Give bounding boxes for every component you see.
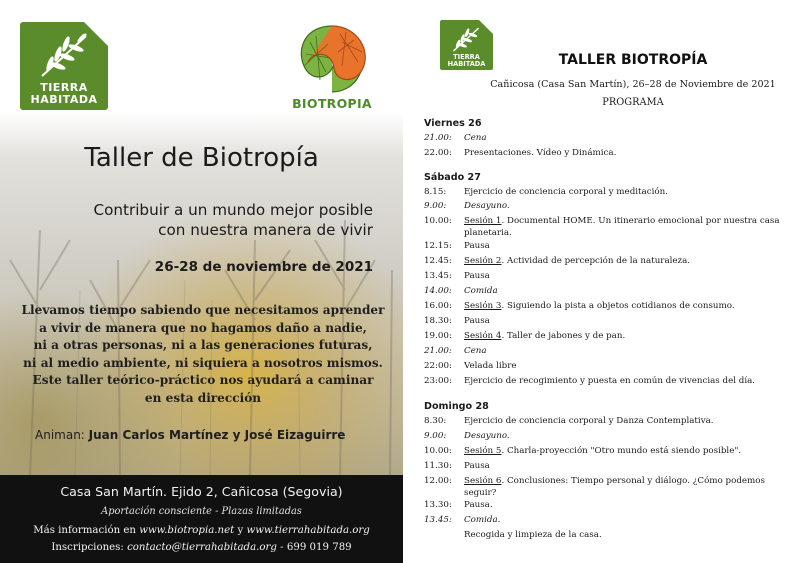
poster-intro-text: Llevamos tiempo sabiendo que necesitamos aprender a vivir de manera que no hagamos daño a nadie, ni a otras personas, ni a las generaciones futuras, ni al medio ambiente, ni siquiera a nosotros mismos. Este taller teórico-práctico nos ayudará a caminar en esta dirección bbox=[21, 303, 385, 405]
schedule-row: 9.00: Desayuno. bbox=[424, 201, 510, 211]
session-label: Sesión 6 bbox=[464, 476, 502, 486]
schedule-row: 21.00: Cena bbox=[424, 133, 487, 143]
session-label: Sesión 2 bbox=[464, 256, 502, 266]
schedule-row: 11.30: Pausa bbox=[424, 461, 490, 471]
schedule-row: 21.00: Cena bbox=[424, 346, 487, 356]
schedule-row: 19.00: Sesión 4. Taller de jabones y de pan. bbox=[424, 331, 626, 341]
program-place-date: Cañicosa (Casa San Martín), 26–28 de Noviembre de 2021 bbox=[490, 79, 776, 90]
session-label: Sesión 1 bbox=[464, 216, 502, 226]
schedule-row: 13.45: Pausa bbox=[424, 271, 490, 281]
olive-branch-icon bbox=[450, 24, 482, 54]
schedule-row: 8.30: Ejercicio de conciencia corporal y Danza Contemplativa. bbox=[424, 416, 714, 426]
yin-yang-leaf-icon bbox=[282, 22, 382, 96]
registration-line: Inscripciones: contacto@tierrahabitada.org - 699 019 789 bbox=[51, 542, 352, 553]
tierrahabitada-link[interactable]: www.tierrahabitada.org bbox=[246, 525, 370, 536]
biotropia-logo: BIOTROPIA bbox=[282, 22, 382, 112]
schedule-row: 8.15: Ejercicio de conciencia corporal y meditación. bbox=[424, 187, 668, 197]
poster-footer bbox=[0, 475, 403, 563]
poster-date: 26-28 de noviembre de 2021 bbox=[154, 259, 373, 275]
schedule-row: Recogida y limpieza de la casa. bbox=[464, 530, 602, 540]
facilitators: Animan: Juan Carlos Martínez y José Eizaguirre bbox=[35, 428, 346, 442]
schedule-row: 14.00: Comida bbox=[424, 286, 498, 296]
biotropia-link[interactable]: www.biotropia.net bbox=[139, 525, 235, 536]
more-info-line: Más información en www.biotropia.net y www.tierrahabitada.org bbox=[33, 525, 370, 536]
program-page bbox=[403, 0, 800, 563]
schedule-row: 22.00: Presentaciones. Vídeo y Dinámica. bbox=[424, 148, 617, 158]
olive-branch-icon bbox=[36, 30, 92, 80]
tierra-habitada-logo: TIERRA HABITADA bbox=[20, 22, 108, 110]
program-title: TALLER BIOTROPÍA bbox=[558, 52, 708, 68]
schedule-row: 12.45: Sesión 2. Actividad de percepción de la naturaleza. bbox=[424, 256, 691, 266]
schedule-row: 10.00: Sesión 1. Documental HOME. Un itinerario emocional por nuestra casa planetaria. bbox=[424, 216, 780, 238]
contact-phone: - 699 019 789 bbox=[280, 542, 352, 553]
poster-subtitle: Contribuir a un mundo mejor posible con nuestra manera de vivir bbox=[93, 201, 373, 239]
venue-address: Casa San Martín. Ejido 2, Cañicosa (Segovia) bbox=[60, 484, 343, 499]
schedule-row: 23:00: Ejercicio de recogimiento y puesta en común de vivencias del día. bbox=[424, 376, 756, 386]
session-label: Sesión 4 bbox=[464, 331, 502, 341]
contribution-note: Aportación consciente - Plazas limitadas bbox=[101, 506, 302, 517]
schedule-row: 22:00: Velada libre bbox=[424, 361, 517, 371]
day-heading-viernes: Viernes 26 bbox=[424, 118, 482, 129]
schedule-row: 12.00: Sesión 6. Conclusiones: Tiempo personal y diálogo. ¿Cómo podemos seguir? bbox=[424, 476, 765, 498]
schedule-row: 13.30: Pausa. bbox=[424, 500, 493, 510]
tierra-habitada-logo-small: TIERRA HABITADA bbox=[440, 20, 493, 70]
day-heading-domingo: Domingo 28 bbox=[424, 401, 489, 412]
program-heading: PROGRAMA bbox=[602, 97, 664, 108]
contact-email-link[interactable]: contacto@tierrahabitada.org bbox=[127, 542, 277, 553]
schedule-row: 16.00: Sesión 3. Siguiendo la pista a objetos cotidianos de consumo. bbox=[424, 301, 735, 311]
schedule-row: 9.00: Desayuno. bbox=[424, 431, 510, 441]
session-label: Sesión 3 bbox=[464, 301, 502, 311]
schedule-row: 10.00: Sesión 5. Charla-proyección "Otro mundo está siendo posible". bbox=[424, 446, 742, 456]
day-heading-sabado: Sábado 27 bbox=[424, 172, 481, 183]
schedule-row: 18.30: Pausa bbox=[424, 316, 490, 326]
poster-title: Taller de Biotropía bbox=[84, 143, 319, 173]
schedule-row: 12.15: Pausa bbox=[424, 241, 490, 251]
session-label: Sesión 5 bbox=[464, 446, 502, 456]
schedule-row: 13.45: Comida. bbox=[424, 515, 501, 525]
